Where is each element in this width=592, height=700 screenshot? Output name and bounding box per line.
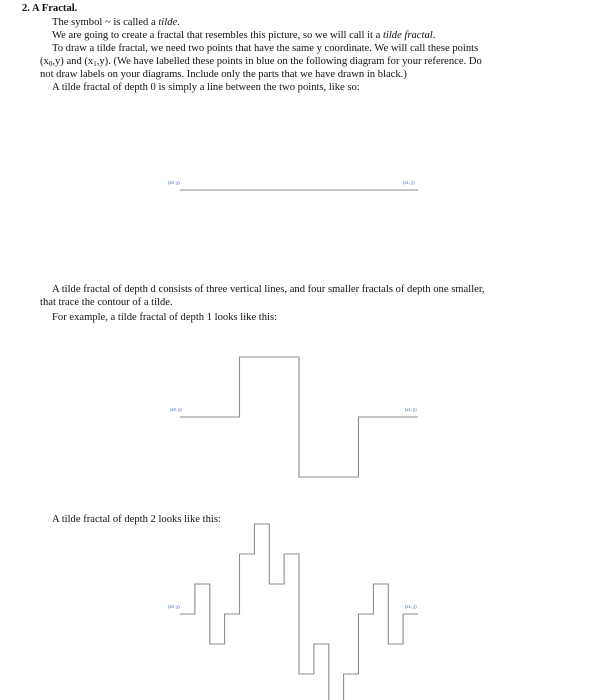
point-label-start: (x0, y) <box>168 604 180 609</box>
point-label-start: (x0, y) <box>168 180 180 185</box>
figure-depth-0 <box>168 180 418 190</box>
tilde-symbol: ~ <box>104 17 111 28</box>
term-tilde-fractal: tilde fractal <box>382 30 433 41</box>
point-label-end: (x1, y) <box>405 407 417 412</box>
point-label-end: (x1, y) <box>403 180 415 185</box>
term-tilde: tilde <box>158 17 178 28</box>
paragraph-points-line3: not draw labels on your diagrams. Include only the parts that we have drawn in black.) <box>40 69 407 80</box>
paragraph-depth-d-line1: A tilde fractal of depth d consists of three vertical lines, and four smaller fractals of depth one smaller, <box>52 284 485 295</box>
paragraph-depth-d-line2: that trace the contour of a tilde. <box>40 297 173 308</box>
figure-depth-2 <box>168 524 418 700</box>
fractal-path-depth-2 <box>180 524 418 700</box>
figure-depth-1 <box>170 357 418 477</box>
section-title: A Fractal. <box>32 3 78 14</box>
paragraph-intro: We are going to create a fractal that resembles this picture, so we will call it a tilde fractal. <box>52 30 436 41</box>
paragraph-depth1: For example, a tilde fractal of depth 1 looks like this: <box>52 312 278 323</box>
point-label-end: (x1, y) <box>405 604 417 609</box>
paragraph-points-line1: To draw a tilde fractal, we need two points that have the same y coordinate. We will call these points <box>52 43 479 54</box>
paragraph-points-line2: $(x_0,y)$ and $(x_1,y)$. (We have labelled these points in blue on the following diagram for your reference. Do <box>40 56 482 68</box>
fractal-path-depth-1 <box>180 357 418 477</box>
paragraph-depth0: A tilde fractal of depth 0 is simply a line between the two points, like so: <box>52 82 360 93</box>
paragraph-depth2: A tilde fractal of depth 2 looks like this: <box>52 514 221 525</box>
section-number: 2. <box>22 3 30 14</box>
point-label-start: (x0, y) <box>170 407 182 412</box>
paragraph-tilde-symbol: The symbol ~ is called a tilde. <box>52 17 180 28</box>
